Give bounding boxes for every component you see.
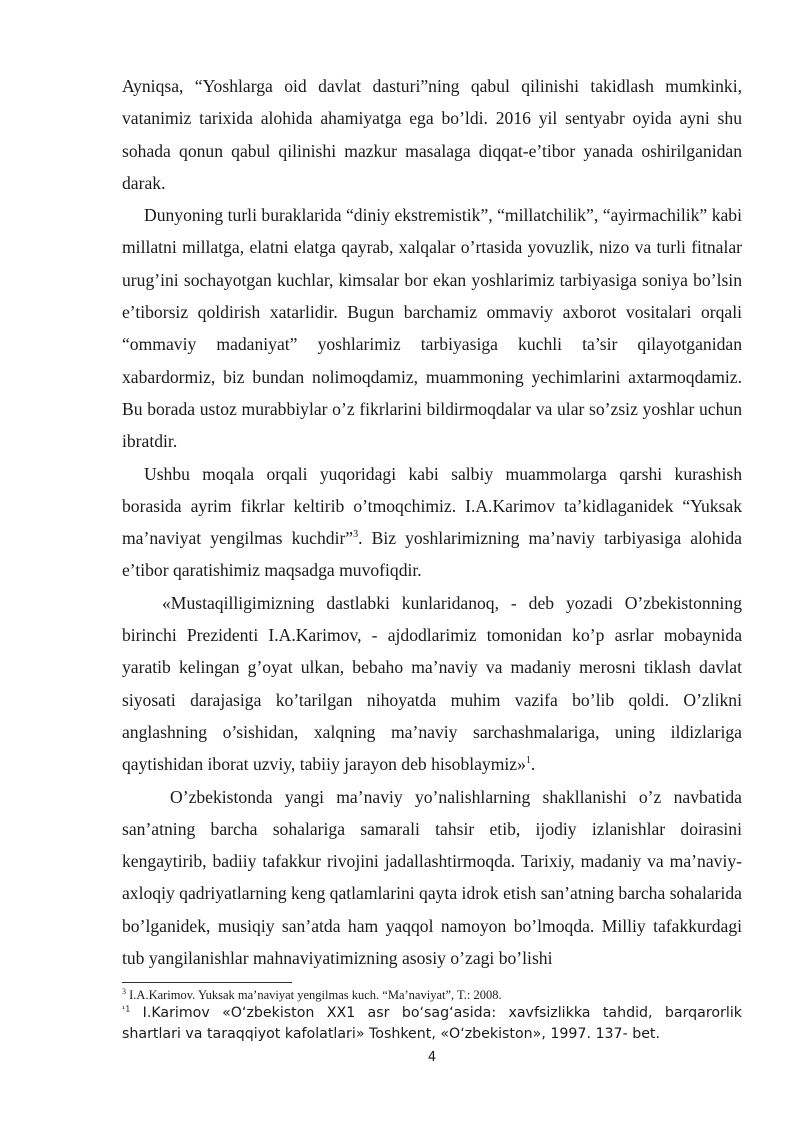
document-body: [122, 70, 742, 974]
footnote-1: [122, 986, 742, 1004]
footnote-ref-3[interactable]: 3: [353, 529, 359, 541]
page-number: 4: [427, 1050, 437, 1065]
paragraph-3: [122, 458, 742, 587]
paragraph-1: Ayniqsa, “Yoshlarga oid davlat dasturi”ning qabul qilinishi takidlash mumkinki, vatanimiz tarixida alohida ahamiyatga ega bo’ldi. 2016 yil sentyabr oyida ayni shu sohada qonun qabul qilinishi mazkur masalaga diqqat-e’tibor yanada oshirilganidan darak.: [122, 76, 742, 193]
footnote-2: [122, 1003, 742, 1045]
paragraph-2: Dunyoning turli buraklarida “diniy ekstremistik”, “millatchilik”, “ayirmachilik” kabi millatni millatga, elatni elatga qayrab, xalqalar o’rtasida yovuzlik, nizo va turli fitnalar urug’ini sochayotgan kuchlar, kimsalar bor ekan yoshlarimiz tarbiyasiga soniya bo’lsin e’tiborsiz qoldirish xatarlidir. Bugun barchamiz ommaviy axborot vositalari orqali “ommaviy madaniyat” yoshlarimiz tarbiyasiga kuchli ta’sir qilayotganidan xabardormiz, biz bundan nolimoqdamiz, muammoning yechimlarini axtarmoqdamiz. Bu borada ustoz murabbiylar o’z fikrlarini bildirmoqdalar va ular so’zsiz yoshlar uchun ibratdir.: [122, 205, 742, 452]
paragraph-3-text-end: . Biz yoshlarimizning ma’naviy tarbiyasiga alohida e’tibor qaratishimiz maqsadga muvofiqdir.: [122, 528, 742, 581]
footnote-1-mark: 3: [122, 986, 126, 996]
paragraph-5: O’zbekistonda yangi ma’naviy yo’nalishlarning shakllanishi o’z navbatida san’atning barcha sohalariga samarali tahsir etib, ijodiy izlanishlar doirasini kengaytirib, badiiy tafakkur rivojini jadallashtirmoqda. Tarixiy, madaniy va ma’naviy-axloqiy qadriyatlarning keng qatlamlarini qayta idrok etish san’atning barcha sohalarida bo’lganidek, musiqiy san’atda ham yaqqol namoyon bo’lmoqda. Milliy tafakkurdagi tub yangilanishlar mahnaviyatimizning asosiy o’zagi bo’lishi: [122, 786, 742, 969]
paragraph-4-text-end: .: [530, 754, 536, 775]
footnote-ref-1[interactable]: 1: [525, 755, 531, 767]
paragraph-4: [122, 587, 742, 781]
paragraph-3-text: Ushbu moqala orqali yuqoridagi kabi salbiy muammolarga qarshi kurashish borasida ayrim fikrlar keltirib o’tmoqchimiz. I.A.Karimov ta’kidlaganidek “Yuksak ma’naviyat yengilmas kuchdir”: [122, 463, 742, 549]
footnote-2-text: I.Karimov «O‘zbekiston XX1 asr bo‘sag‘asida: xavfsizlikka tahdid, barqarorlik shartlari va taraqqiyot kafolatlari» Toshkent, «O‘zbekiston», 1997. 137- bet.: [122, 1005, 742, 1042]
footnote-2-mark: ¹1: [122, 1004, 131, 1014]
footnote-separator: [122, 982, 292, 983]
paragraph-4-text: «Mustaqilligimizning dastlabki kunlaridanoq, - deb yozadi O’zbekistonning birinchi Prezidenti I.A.Karimov, - ajdodlarimiz tomonidan ko’p asrlar mobaynida yaratib kelingan g’oyat ulkan, bebaho ma’naviy va madaniy merosni tiklash davlat siyosati darajasiga ko’tarilgan nihoyatda muhim vazifa bo’lib qoldi. O’zlikni anglashning o’sishidan, xalqning ma’naviy sarchashmalariga, uning ildizlariga qaytishidan iborat uzviy, tabiiy jarayon deb hisoblaymiz»: [122, 592, 742, 775]
footnote-1-text: I.A.Karimov. Yuksak ma’naviyat yengilmas kuch. “Ma’naviyat”, T.: 2008.: [126, 988, 502, 1002]
